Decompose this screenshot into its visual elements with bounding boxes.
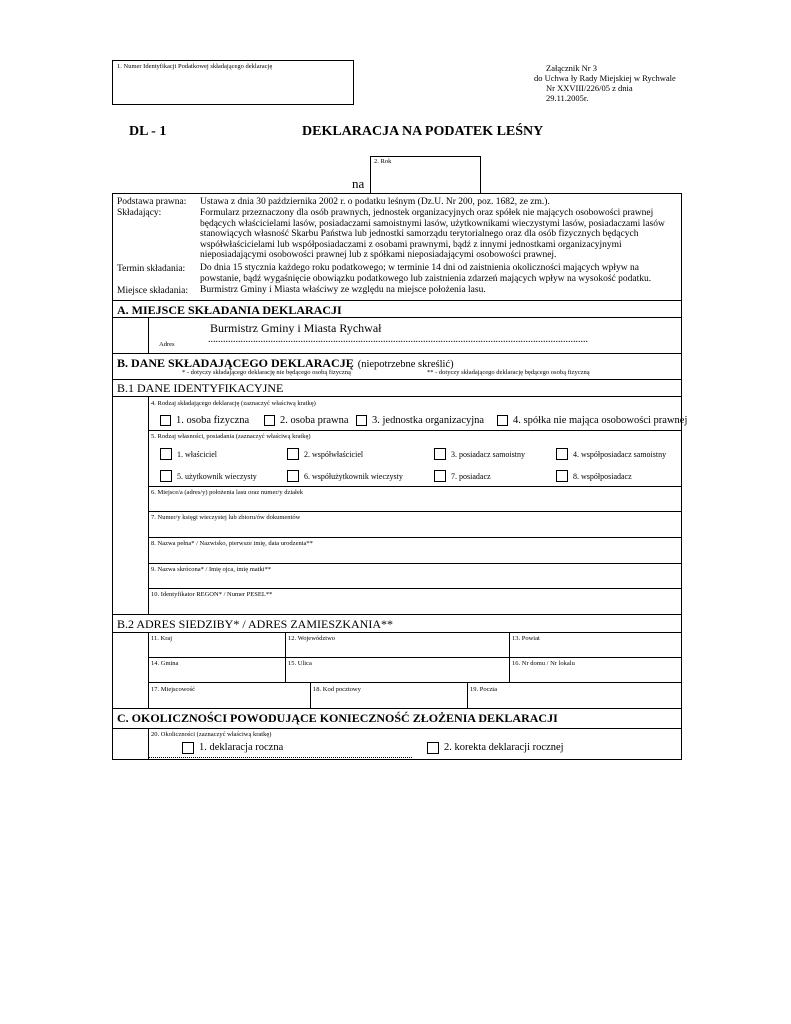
f8-label[interactable]: 8. Nazwa pełna* / Nazwisko, pierwsze imię, data urodzenia** <box>151 540 313 547</box>
option-label: 5. użytkownik wieczysty <box>177 471 257 481</box>
option-label: 2. korekta deklaracji rocznej <box>444 742 564 754</box>
checkbox[interactable] <box>556 448 568 460</box>
section-c-title: C. OKOLICZNOŚCI POWODUJĄCE KONIECZNOŚĆ ZŁOŻENIA DEKLARACJI <box>117 711 558 725</box>
f12-label[interactable]: 12. Województwo <box>288 635 336 642</box>
option-label: 1. osoba fizyczna <box>176 415 250 426</box>
f5-option-4[interactable] <box>556 448 666 460</box>
f5-option-1[interactable] <box>160 448 217 460</box>
attachment-line-3: Nr XXVIII/226/05 z dnia <box>546 83 633 93</box>
option-label: 3. posiadacz samoistny <box>451 449 525 459</box>
attachment-line-1: Załącznik Nr 3 <box>546 63 597 73</box>
option-label: 8. współposiadacz <box>573 471 632 481</box>
f14-label[interactable]: 14. Gmina <box>151 660 179 667</box>
page-title: DEKLARACJA NA PODATEK LEŚNY <box>302 124 544 139</box>
nip-box[interactable] <box>112 60 354 105</box>
f13-label[interactable]: 13. Powiat <box>512 635 540 642</box>
section-b-note: (niepotrzebne skreślić) <box>357 359 454 370</box>
f5-label: 5. Rodzaj własności, posiadania (zaznaczyć właściwą kratkę) <box>151 433 311 440</box>
checkbox[interactable] <box>356 415 367 426</box>
f20-label: 20. Okoliczności (zaznaczyć właściwą kratkę) <box>151 731 272 738</box>
option-label: 1. deklaracja roczna <box>199 742 284 754</box>
f5-option-2[interactable] <box>287 448 363 460</box>
checkbox[interactable] <box>160 448 172 460</box>
attachment-line-2: do Uchwa ły Rady Miejskiej w Rychwale <box>534 73 676 83</box>
f4-option-4[interactable] <box>497 415 687 427</box>
attachment-info <box>534 63 676 103</box>
c-option-2[interactable] <box>427 742 564 754</box>
na-label: na <box>352 176 365 191</box>
f18-label[interactable]: 18. Kod pocztowy <box>313 686 361 693</box>
option-label: 7. posiadacz <box>451 471 491 481</box>
f4-option-1[interactable] <box>160 415 249 427</box>
checkbox[interactable] <box>434 470 446 482</box>
option-label: 4. spółka nie mająca osobowości prawnej <box>513 415 688 426</box>
b1-title: B.1 DANE IDENTYFIKACYJNE <box>117 381 284 395</box>
submitter-label: Składający: <box>117 208 162 218</box>
checkbox[interactable] <box>497 415 508 426</box>
checkbox[interactable] <box>556 470 568 482</box>
f15-label[interactable]: 15. Ulica <box>288 660 312 667</box>
recipient-name: Burmistrz Gminy i Miasta Rychwał <box>210 321 382 335</box>
year-label: 2. Rok <box>374 158 392 165</box>
attachment-line-4: 29.11.2005r. <box>546 93 589 103</box>
place-label: Miejsce składania: <box>117 286 188 296</box>
checkbox[interactable] <box>427 742 439 754</box>
basis-text: Ustawa z dnia 30 października 2002 r. o podatku leśnym (Dz.U. Nr 200, poz. 1682, ze zm.). <box>200 197 550 207</box>
f11-label[interactable]: 11. Kraj <box>151 635 173 642</box>
c-option-1[interactable] <box>182 742 283 754</box>
checkbox[interactable] <box>264 415 275 426</box>
f4-label: 4. Rodzaj składającego deklarację (zaznaczyć właściwą kratkę) <box>151 400 316 407</box>
option-label: 2. osoba prawna <box>280 415 349 426</box>
address-label: Adres <box>159 341 175 348</box>
f5-option-6[interactable] <box>287 470 403 482</box>
f16-label[interactable]: 16. Nr domu / Nr lokalu <box>512 660 575 667</box>
f5-option-8[interactable] <box>556 470 632 482</box>
f6-label[interactable]: 6. Miejsce/a (adres/y) położenia lasu oraz numer/y działek <box>151 489 303 496</box>
option-label: 3. jednostka organizacyjna <box>372 415 485 426</box>
form-code: DL - 1 <box>129 124 167 139</box>
checkbox[interactable] <box>182 742 194 754</box>
option-label: 2. współwłaściciel <box>304 449 364 459</box>
f19-label[interactable]: 19. Poczta <box>470 686 498 693</box>
note-natural-person: ** - dotyczy składającego deklarację będącego osobą fizyczną <box>427 369 590 376</box>
f4-option-3[interactable] <box>356 415 484 427</box>
submitter-text: Formularz przeznaczony dla osób prawnych, jednostek organizacyjnych oraz spółek nie mających osobowości prawnej będących właścicielami lasów, posiadaczami samoistnymi lasów, użytkownikami wieczystymi lasów, posiadaczami lasów stanowiących własność Skarbu Państwa lub jednostki samorządu terytorialnego oraz dla osób fizycznych będących współwłaścicielami lub współposiadaczami z osobami prawnymi, bądź z innymi jednostkami organizacyjnymi nieposiadającymi osobowości prawnej lub z spółkami nieposiadającymi osobowości prawnej. <box>200 208 665 260</box>
f5-option-7[interactable] <box>434 470 491 482</box>
year-box[interactable] <box>370 156 481 194</box>
option-label: 6. współużytkownik wieczysty <box>304 471 403 481</box>
f5-option-3[interactable] <box>434 448 525 460</box>
note-legal-person: * - dotyczy składającego deklarację nie będącego osobą fizyczną <box>182 369 351 376</box>
checkbox[interactable] <box>434 448 446 460</box>
f10-label[interactable]: 10. Identyfikator REGON* / Numer PESEL** <box>151 591 273 598</box>
nip-label: 1. Numer Identyfikacji Podatkowej składającego deklarację <box>117 63 273 70</box>
checkbox[interactable] <box>160 415 171 426</box>
f7-label[interactable]: 7. Numer/y księgi wieczystej lub zbioru/ów dokumentów <box>151 514 301 521</box>
f5-option-5[interactable] <box>160 470 257 482</box>
address-dots: ........................................................................................................................................................ <box>208 334 588 345</box>
f9-label[interactable]: 9. Nazwa skrócona* / Imię ojca, imię matki** <box>151 566 272 573</box>
checkbox[interactable] <box>287 470 299 482</box>
deadline-label: Termin składania: <box>117 264 186 274</box>
place-text: Burmistrz Gminy i Miasta właściwy ze względu na miejsce położenia lasu. <box>200 285 486 295</box>
option-label: 1. właściciel <box>177 449 217 459</box>
f17-label[interactable]: 17. Miejscowość <box>151 686 196 693</box>
checkbox[interactable] <box>287 448 299 460</box>
option-label: 4. współposiadacz samoistny <box>573 449 667 459</box>
section-b-title: B. DANE SKŁADAJĄCEGO DEKLARACJĘ <box>117 356 354 370</box>
checkbox[interactable] <box>160 470 172 482</box>
f4-option-2[interactable] <box>264 415 349 427</box>
deadline-text: Do dnia 15 stycznia każdego roku podatkowego; w terminie 14 dni od zaistnienia okoliczności mających wpływ na powstanie, bądź wygaśnięcie obowiązku podatkowego lub zaistnienia zdarzeń mających wpływ na wysokość podatku. <box>200 263 652 284</box>
section-a-title: A. MIEJSCE SKŁADANIA DEKLARACJI <box>117 303 342 317</box>
basis-label: Podstawa prawna: <box>117 197 187 207</box>
b2-title: B.2 ADRES SIEDZIBY* / ADRES ZAMIESZKANIA** <box>117 617 394 631</box>
